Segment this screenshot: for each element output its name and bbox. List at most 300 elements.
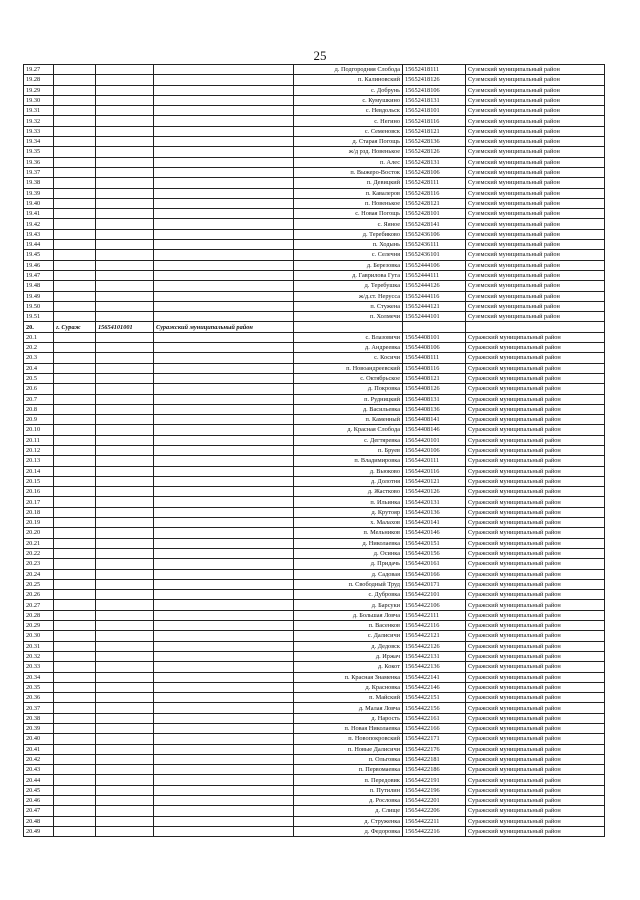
empty-cell	[96, 209, 154, 219]
settlement-name: п. Ходынь	[294, 240, 403, 250]
municipality-name: Суземский муниципальный район	[466, 240, 605, 250]
empty-cell	[54, 538, 96, 548]
oktmo-code: 15654408106	[403, 343, 466, 353]
municipality-name: Суражский муниципальный район	[466, 703, 605, 713]
empty-cell	[54, 754, 96, 764]
empty-cell	[54, 435, 96, 445]
oktmo-code: 15652436106	[403, 229, 466, 239]
municipality-name: Суземский муниципальный район	[466, 85, 605, 95]
empty-cell	[54, 816, 96, 826]
oktmo-code: 15654408136	[403, 404, 466, 414]
empty-cell	[96, 363, 154, 373]
empty-cell	[154, 806, 294, 816]
settlement-name: с. Косичи	[294, 353, 403, 363]
empty-cell	[96, 796, 154, 806]
empty-cell	[96, 775, 154, 785]
empty-cell	[154, 662, 294, 672]
municipality-name: Суземский муниципальный район	[466, 116, 605, 126]
empty-cell	[96, 590, 154, 600]
row-number: 19.27	[24, 65, 54, 75]
oktmo-code: 15654422141	[403, 672, 466, 682]
empty-cell	[154, 363, 294, 373]
empty-cell	[96, 497, 154, 507]
municipality-name: Суземский муниципальный район	[466, 147, 605, 157]
settlement-name: д. Кокот	[294, 662, 403, 672]
oktmo-code: 15654420106	[403, 445, 466, 455]
empty-cell	[154, 332, 294, 342]
row-number: 20.33	[24, 662, 54, 672]
empty-cell	[54, 785, 96, 795]
settlement-name: п. Выжерo-Восток	[294, 167, 403, 177]
oktmo-code: 15654420111	[403, 456, 466, 466]
municipality-name: Суражский муниципальный район	[466, 456, 605, 466]
settlement-name: д. Вьюково	[294, 466, 403, 476]
table-row	[24, 445, 605, 455]
table-row	[24, 703, 605, 713]
empty-cell	[96, 167, 154, 177]
empty-cell	[154, 240, 294, 250]
table-row	[24, 435, 605, 445]
empty-cell	[154, 178, 294, 188]
empty-cell	[96, 713, 154, 723]
empty-cell	[96, 662, 154, 672]
empty-cell	[154, 435, 294, 445]
row-number: 19.51	[24, 312, 54, 322]
municipality-name: Суражский муниципальный район	[466, 662, 605, 672]
empty-cell	[54, 116, 96, 126]
table-row	[24, 600, 605, 610]
empty-cell	[54, 95, 96, 105]
table-row	[24, 672, 605, 682]
row-number: 20.16	[24, 487, 54, 497]
municipality-name: Суражский муниципальный район	[466, 466, 605, 476]
empty-cell	[96, 219, 154, 229]
settlement-name: с. Селечня	[294, 250, 403, 260]
municipality-name: Суражский муниципальный район	[466, 765, 605, 775]
empty-cell	[54, 548, 96, 558]
settlement-name: д. Придачь	[294, 559, 403, 569]
oktmo-code: 15654422186	[403, 765, 466, 775]
empty-cell	[54, 466, 96, 476]
oktmo-code: 15652418111	[403, 65, 466, 75]
table-row	[24, 775, 605, 785]
row-number: 20.17	[24, 497, 54, 507]
table-row	[24, 240, 605, 250]
oktmo-code: 15654422171	[403, 734, 466, 744]
row-number: 20.39	[24, 724, 54, 734]
oktmo-code: 15654422111	[403, 610, 466, 620]
empty-cell	[96, 270, 154, 280]
row-number: 20.47	[24, 806, 54, 816]
municipality-name: Суражский муниципальный район	[466, 373, 605, 383]
settlement-name: д. Подгородняя Слобода	[294, 65, 403, 75]
table-row	[24, 631, 605, 641]
row-number: 20.21	[24, 538, 54, 548]
settlement-name: д. Нарость	[294, 713, 403, 723]
settlement-name: д. Иржач	[294, 651, 403, 661]
oktmo-code: 15654408121	[403, 373, 466, 383]
municipality-name: Суражский муниципальный район	[466, 497, 605, 507]
oktmo-code: 15654420101	[403, 435, 466, 445]
settlement-name: д. Дедовск	[294, 641, 403, 651]
empty-cell	[96, 353, 154, 363]
empty-cell	[154, 198, 294, 208]
table-row	[24, 126, 605, 136]
empty-cell	[54, 270, 96, 280]
empty-cell	[96, 126, 154, 136]
municipality-name: Суражский муниципальный район	[466, 332, 605, 342]
row-number: 20.19	[24, 518, 54, 528]
empty-cell	[54, 65, 96, 75]
table-row	[24, 662, 605, 672]
oktmo-code: 15652428101	[403, 209, 466, 219]
settlement-name: п. Васенков	[294, 621, 403, 631]
empty-cell	[154, 621, 294, 631]
settlement-name: д. Осинка	[294, 548, 403, 558]
empty-cell	[96, 332, 154, 342]
empty-cell	[54, 312, 96, 322]
empty-cell	[154, 106, 294, 116]
oktmo-code: 15652428126	[403, 147, 466, 157]
settlement-registry-table	[23, 64, 605, 837]
oktmo-code: 15654408131	[403, 394, 466, 404]
table-row	[24, 682, 605, 692]
table-row	[24, 528, 605, 538]
row-number: 20.38	[24, 713, 54, 723]
settlement-name: д. Николаевка	[294, 538, 403, 548]
oktmo-code: 15654422206	[403, 806, 466, 816]
empty-cell	[96, 476, 154, 486]
municipality-name: Суражский муниципальный район	[466, 559, 605, 569]
oktmo-code: 15652418126	[403, 75, 466, 85]
row-number: 19.34	[24, 137, 54, 147]
empty-cell	[154, 816, 294, 826]
row-number: 20.49	[24, 826, 54, 836]
table-row	[24, 209, 605, 219]
oktmo-code: 15654422106	[403, 600, 466, 610]
empty-cell	[96, 250, 154, 260]
settlement-name: п. Новые Далисичи	[294, 744, 403, 754]
empty-cell	[154, 785, 294, 795]
oktmo-code: 15652428111	[403, 178, 466, 188]
registry-section-header	[24, 322, 605, 332]
empty-cell	[154, 260, 294, 270]
municipality-name: Суражский муниципальный район	[466, 384, 605, 394]
empty-cell	[96, 65, 154, 75]
oktmo-code: 15654420136	[403, 507, 466, 517]
empty-cell	[96, 693, 154, 703]
empty-cell	[154, 466, 294, 476]
empty-cell	[154, 65, 294, 75]
table-row	[24, 229, 605, 239]
empty-cell	[54, 106, 96, 116]
empty-cell	[154, 167, 294, 177]
empty-cell	[54, 260, 96, 270]
empty-cell	[54, 806, 96, 816]
empty-cell	[154, 703, 294, 713]
settlement-name: п. Новенькое	[294, 198, 403, 208]
empty-cell	[154, 126, 294, 136]
oktmo-code: 15652444101	[403, 312, 466, 322]
empty-cell	[96, 178, 154, 188]
table-row	[24, 590, 605, 600]
row-number: 19.35	[24, 147, 54, 157]
empty-cell	[96, 744, 154, 754]
empty-cell	[54, 621, 96, 631]
settlement-name: х. Малахов	[294, 518, 403, 528]
empty-cell	[96, 672, 154, 682]
registry-rows-previous-district	[24, 65, 605, 322]
row-number: 19.42	[24, 219, 54, 229]
empty-cell	[54, 610, 96, 620]
oktmo-code: 15654422181	[403, 754, 466, 764]
empty-cell	[96, 703, 154, 713]
table-row	[24, 157, 605, 167]
settlement-name: п. Стужена	[294, 301, 403, 311]
empty-cell	[96, 229, 154, 239]
empty-cell	[154, 209, 294, 219]
empty-cell	[154, 590, 294, 600]
settlement-name: д. Рословка	[294, 796, 403, 806]
empty-cell	[96, 343, 154, 353]
empty-cell	[54, 693, 96, 703]
settlement-name: с. Кумушкино	[294, 95, 403, 105]
municipality-name: Суземский муниципальный район	[466, 312, 605, 322]
settlement-name: с. Яяное	[294, 219, 403, 229]
empty-cell	[154, 538, 294, 548]
row-number: 19.41	[24, 209, 54, 219]
empty-cell	[96, 600, 154, 610]
municipality-name: Суземский муниципальный район	[466, 209, 605, 219]
settlement-name: п. Каменный	[294, 415, 403, 425]
table-row	[24, 404, 605, 414]
row-number: 20.44	[24, 775, 54, 785]
empty-cell	[154, 353, 294, 363]
empty-cell	[96, 487, 154, 497]
empty-cell	[96, 106, 154, 116]
oktmo-code: 15652428141	[403, 219, 466, 229]
table-row	[24, 765, 605, 775]
row-number: 20.14	[24, 466, 54, 476]
oktmo-code: 15652444111	[403, 270, 466, 280]
empty-cell	[154, 826, 294, 836]
row-number: 20.1	[24, 332, 54, 342]
municipality-name: Суражский муниципальный район	[466, 744, 605, 754]
oktmo-code: 15654422136	[403, 662, 466, 672]
municipality-name: Суземский муниципальный район	[466, 250, 605, 260]
empty-cell	[154, 631, 294, 641]
empty-cell	[96, 466, 154, 476]
settlement-name: п. Передовик	[294, 775, 403, 785]
table-row	[24, 826, 605, 836]
municipality-name: Суражский муниципальный район	[466, 796, 605, 806]
municipality-name: Суражский муниципальный район	[466, 528, 605, 538]
municipality-name: Суражский муниципальный район	[466, 631, 605, 641]
municipality-name: Суражский муниципальный район	[466, 363, 605, 373]
empty-cell	[154, 270, 294, 280]
empty-cell	[96, 785, 154, 795]
empty-cell	[154, 518, 294, 528]
empty-cell	[154, 641, 294, 651]
empty-cell	[54, 404, 96, 414]
oktmo-code: 15654422131	[403, 651, 466, 661]
empty-cell	[54, 240, 96, 250]
settlement-name: п. Майский	[294, 693, 403, 703]
empty-cell	[54, 600, 96, 610]
settlement-name: д. Барсуки	[294, 600, 403, 610]
municipality-name: Суземский муниципальный район	[466, 229, 605, 239]
table-row	[24, 507, 605, 517]
oktmo-code: 15652428106	[403, 167, 466, 177]
row-number: 19.44	[24, 240, 54, 250]
table-row	[24, 497, 605, 507]
municipality-name: Суражский муниципальный район	[466, 651, 605, 661]
empty-cell	[96, 816, 154, 826]
municipality-name: Суражский муниципальный район	[466, 724, 605, 734]
empty-cell	[96, 445, 154, 455]
row-number: 19.50	[24, 301, 54, 311]
table-row	[24, 116, 605, 126]
empty-cell	[154, 85, 294, 95]
empty-cell	[54, 75, 96, 85]
row-number: 19.31	[24, 106, 54, 116]
table-row	[24, 332, 605, 342]
table-row	[24, 343, 605, 353]
row-number: 19.32	[24, 116, 54, 126]
row-number: 20.18	[24, 507, 54, 517]
empty-cell	[96, 569, 154, 579]
table-row	[24, 651, 605, 661]
municipality-name: Суражский муниципальный район	[466, 518, 605, 528]
row-number: 20.32	[24, 651, 54, 661]
empty-cell	[96, 538, 154, 548]
empty-cell	[54, 445, 96, 455]
table-row	[24, 178, 605, 188]
municipality-name: Суземский муниципальный район	[466, 198, 605, 208]
oktmo-code: 15654422191	[403, 775, 466, 785]
municipality-name: Суземский муниципальный район	[466, 137, 605, 147]
municipality-name: Суземский муниципальный район	[466, 260, 605, 270]
settlement-name: с. Невдольск	[294, 106, 403, 116]
empty-cell	[96, 404, 154, 414]
empty-cell	[96, 435, 154, 445]
municipality-name: Суземский муниципальный район	[466, 106, 605, 116]
municipality-name: Суражский муниципальный район	[466, 590, 605, 600]
empty-cell	[54, 641, 96, 651]
oktmo-code: 15654408111	[403, 353, 466, 363]
empty-cell	[96, 312, 154, 322]
oktmo-code: 15652428131	[403, 157, 466, 167]
oktmo-code: 15654422166	[403, 724, 466, 734]
section-town: г. Сураж	[54, 322, 96, 332]
empty-cell	[54, 744, 96, 754]
empty-cell	[154, 528, 294, 538]
oktmo-code: 15652418106	[403, 85, 466, 95]
empty-cell	[154, 507, 294, 517]
municipality-name: Суземский муниципальный район	[466, 270, 605, 280]
settlement-name: п. Первомаевка	[294, 765, 403, 775]
municipality-name: Суражский муниципальный район	[466, 404, 605, 414]
empty-cell	[96, 157, 154, 167]
empty-cell	[54, 188, 96, 198]
empty-cell	[54, 291, 96, 301]
empty-cell	[154, 497, 294, 507]
table-row	[24, 559, 605, 569]
empty-cell	[154, 343, 294, 353]
table-row	[24, 85, 605, 95]
table-row	[24, 270, 605, 280]
oktmo-code: 15654408146	[403, 425, 466, 435]
municipality-name: Суражский муниципальный район	[466, 476, 605, 486]
empty-cell	[154, 373, 294, 383]
row-number: 20.15	[24, 476, 54, 486]
empty-cell	[154, 291, 294, 301]
settlement-name: д. Теребушка	[294, 281, 403, 291]
table-row	[24, 693, 605, 703]
empty-cell	[154, 744, 294, 754]
empty-cell	[54, 281, 96, 291]
settlement-name: д. Малая Ловча	[294, 703, 403, 713]
table-row	[24, 137, 605, 147]
empty-cell	[54, 662, 96, 672]
table-row	[24, 301, 605, 311]
empty-cell	[54, 796, 96, 806]
oktmo-code: 15654420126	[403, 487, 466, 497]
row-number: 19.38	[24, 178, 54, 188]
empty-cell	[154, 384, 294, 394]
empty-cell	[54, 559, 96, 569]
table-row	[24, 75, 605, 85]
oktmo-code: 15654420141	[403, 518, 466, 528]
empty-cell	[54, 147, 96, 157]
table-row	[24, 569, 605, 579]
empty-cell	[54, 476, 96, 486]
empty-cell	[96, 85, 154, 95]
table-row	[24, 487, 605, 497]
empty-cell	[54, 487, 96, 497]
municipality-name: Суражский муниципальный район	[466, 435, 605, 445]
municipality-name: Суражский муниципальный район	[466, 672, 605, 682]
empty-cell	[154, 281, 294, 291]
empty-cell	[96, 765, 154, 775]
empty-cell	[54, 425, 96, 435]
empty-cell	[54, 250, 96, 260]
table-row	[24, 353, 605, 363]
municipality-name: Суражский муниципальный район	[466, 415, 605, 425]
oktmo-code: 15654422211	[403, 816, 466, 826]
row-number: 20.24	[24, 569, 54, 579]
empty-cell	[54, 682, 96, 692]
empty-cell	[96, 291, 154, 301]
oktmo-code: 15652418116	[403, 116, 466, 126]
empty-cell	[54, 126, 96, 136]
municipality-name: Суземский муниципальный район	[466, 219, 605, 229]
oktmo-code: 15652444121	[403, 301, 466, 311]
empty-cell	[96, 394, 154, 404]
row-number: 20.40	[24, 734, 54, 744]
settlement-name: п. Ильинка	[294, 497, 403, 507]
empty-cell	[154, 476, 294, 486]
empty-cell	[96, 579, 154, 589]
row-number: 20.30	[24, 631, 54, 641]
municipality-name: Суземский муниципальный район	[466, 157, 605, 167]
row-number: 19.28	[24, 75, 54, 85]
oktmo-code: 15654420156	[403, 548, 466, 558]
oktmo-code: 15654408116	[403, 363, 466, 373]
empty-cell	[154, 219, 294, 229]
empty-cell	[96, 806, 154, 816]
empty-cell	[54, 631, 96, 641]
